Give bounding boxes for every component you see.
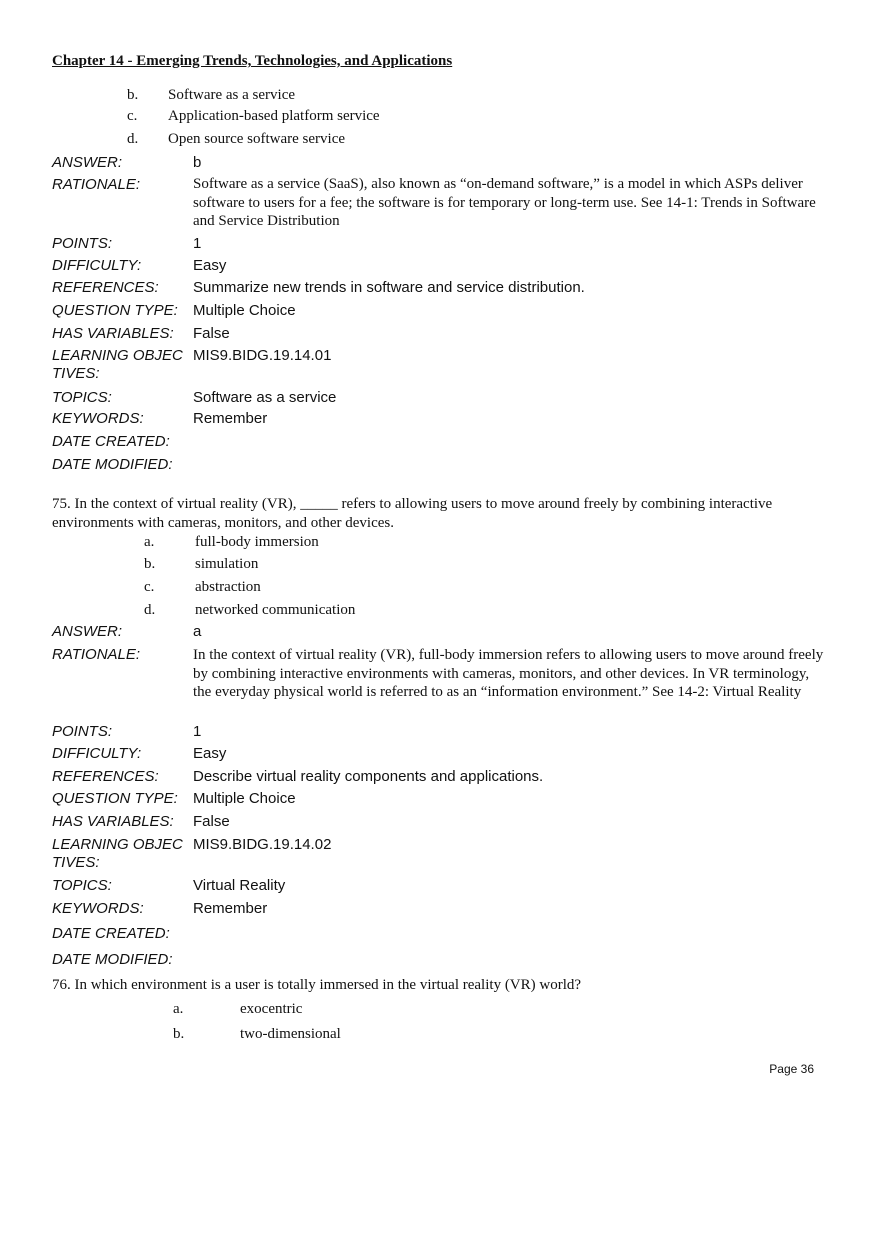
difficulty-value: Easy — [193, 257, 227, 274]
option-text: Open source software service — [168, 131, 346, 147]
date-created-label: DATE CREATED: — [52, 433, 170, 450]
has-variables-label: HAS VARIABLES: — [52, 325, 174, 342]
topics-value: Virtual Reality — [193, 877, 286, 894]
question-type-value: Multiple Choice — [193, 302, 296, 319]
answer-value: b — [193, 154, 202, 171]
option-letter: b. — [173, 1026, 185, 1042]
rationale-label: RATIONALE: — [52, 176, 141, 193]
option-text: full-body immersion — [195, 534, 319, 550]
points-value: 1 — [193, 723, 202, 740]
has-variables-value: False — [193, 325, 230, 342]
chapter-header: Chapter 14 - Emerging Trends, Technologies, and Applications — [52, 53, 453, 69]
rationale-text: In the context of virtual reality (VR), full-body immersion refers to allowing users to move around freely by combining interactive environments with cameras, monitors, and other devices. In VR terminology, the everyday physical world is referred to as an “information environment.” See 14-2: Virtual Reality — [193, 647, 824, 700]
option-text: Application-based platform service — [168, 108, 380, 124]
page-number: Page 36 — [769, 1062, 814, 1076]
points-label: POINTS: — [52, 723, 113, 740]
option-text: two-dimensional — [240, 1026, 341, 1042]
option-letter: c. — [144, 579, 155, 595]
points-label: POINTS: — [52, 235, 113, 252]
option-text: abstraction — [195, 579, 261, 595]
topics-label: TOPICS: — [52, 877, 112, 894]
topics-value: Software as a service — [193, 389, 337, 406]
option-letter: b. — [127, 87, 139, 103]
option-letter: b. — [144, 556, 156, 572]
option-letter: a. — [173, 1001, 184, 1017]
option-text: networked communication — [195, 602, 356, 618]
learning-objectives-value: MIS9.BIDG.19.14.02 — [193, 836, 332, 853]
points-value: 1 — [193, 235, 202, 252]
difficulty-label: DIFFICULTY: — [52, 257, 142, 274]
topics-label: TOPICS: — [52, 389, 112, 406]
keywords-label: KEYWORDS: — [52, 410, 144, 427]
answer-label: ANSWER: — [52, 623, 123, 640]
date-created-label: DATE CREATED: — [52, 925, 170, 942]
keywords-label: KEYWORDS: — [52, 900, 144, 917]
difficulty-value: Easy — [193, 745, 227, 762]
date-modified-label: DATE MODIFIED: — [52, 951, 173, 968]
has-variables-value: False — [193, 813, 230, 830]
question-75: 75. In the context of virtual reality (VR), _____ refers to allowing users to move around freely by combining interactive environments with cameras, monitors, and other devices. — [52, 496, 773, 531]
learning-objectives-value: MIS9.BIDG.19.14.01 — [193, 347, 332, 364]
option-text: Software as a service — [168, 87, 296, 103]
references-label: REFERENCES: — [52, 768, 159, 785]
references-value: Summarize new trends in software and service distribution. — [193, 279, 585, 296]
difficulty-label: DIFFICULTY: — [52, 745, 142, 762]
date-modified-label: DATE MODIFIED: — [52, 456, 173, 473]
question-type-value: Multiple Choice — [193, 790, 296, 807]
option-letter: a. — [144, 534, 155, 550]
rationale-label: RATIONALE: — [52, 646, 141, 663]
references-value: Describe virtual reality components and applications. — [193, 768, 544, 785]
question-type-label: QUESTION TYPE: — [52, 302, 178, 319]
answer-label: ANSWER: — [52, 154, 123, 171]
keywords-value: Remember — [193, 900, 268, 917]
references-label: REFERENCES: — [52, 279, 159, 296]
has-variables-label: HAS VARIABLES: — [52, 813, 174, 830]
option-letter: c. — [127, 108, 138, 124]
keywords-value: Remember — [193, 410, 268, 427]
option-letter: d. — [144, 602, 156, 618]
option-text: exocentric — [240, 1001, 303, 1017]
learning-objectives-label: LEARNING OBJEC TIVES: — [52, 836, 183, 871]
question-76: 76. In which environment is a user is totally immersed in the virtual reality (VR) world? — [52, 977, 582, 993]
question-type-label: QUESTION TYPE: — [52, 790, 178, 807]
rationale-text: Software as a service (SaaS), also known as “on-demand software,” is a model in which ASPs deliver software to users for a fee; the software is for temporary or long-term use. See 14-1: Trends in Software and Service Distribution — [193, 176, 816, 229]
answer-value: a — [193, 623, 202, 640]
option-letter: d. — [127, 131, 139, 147]
option-text: simulation — [195, 556, 259, 572]
learning-objectives-label: LEARNING OBJEC TIVES: — [52, 347, 183, 382]
